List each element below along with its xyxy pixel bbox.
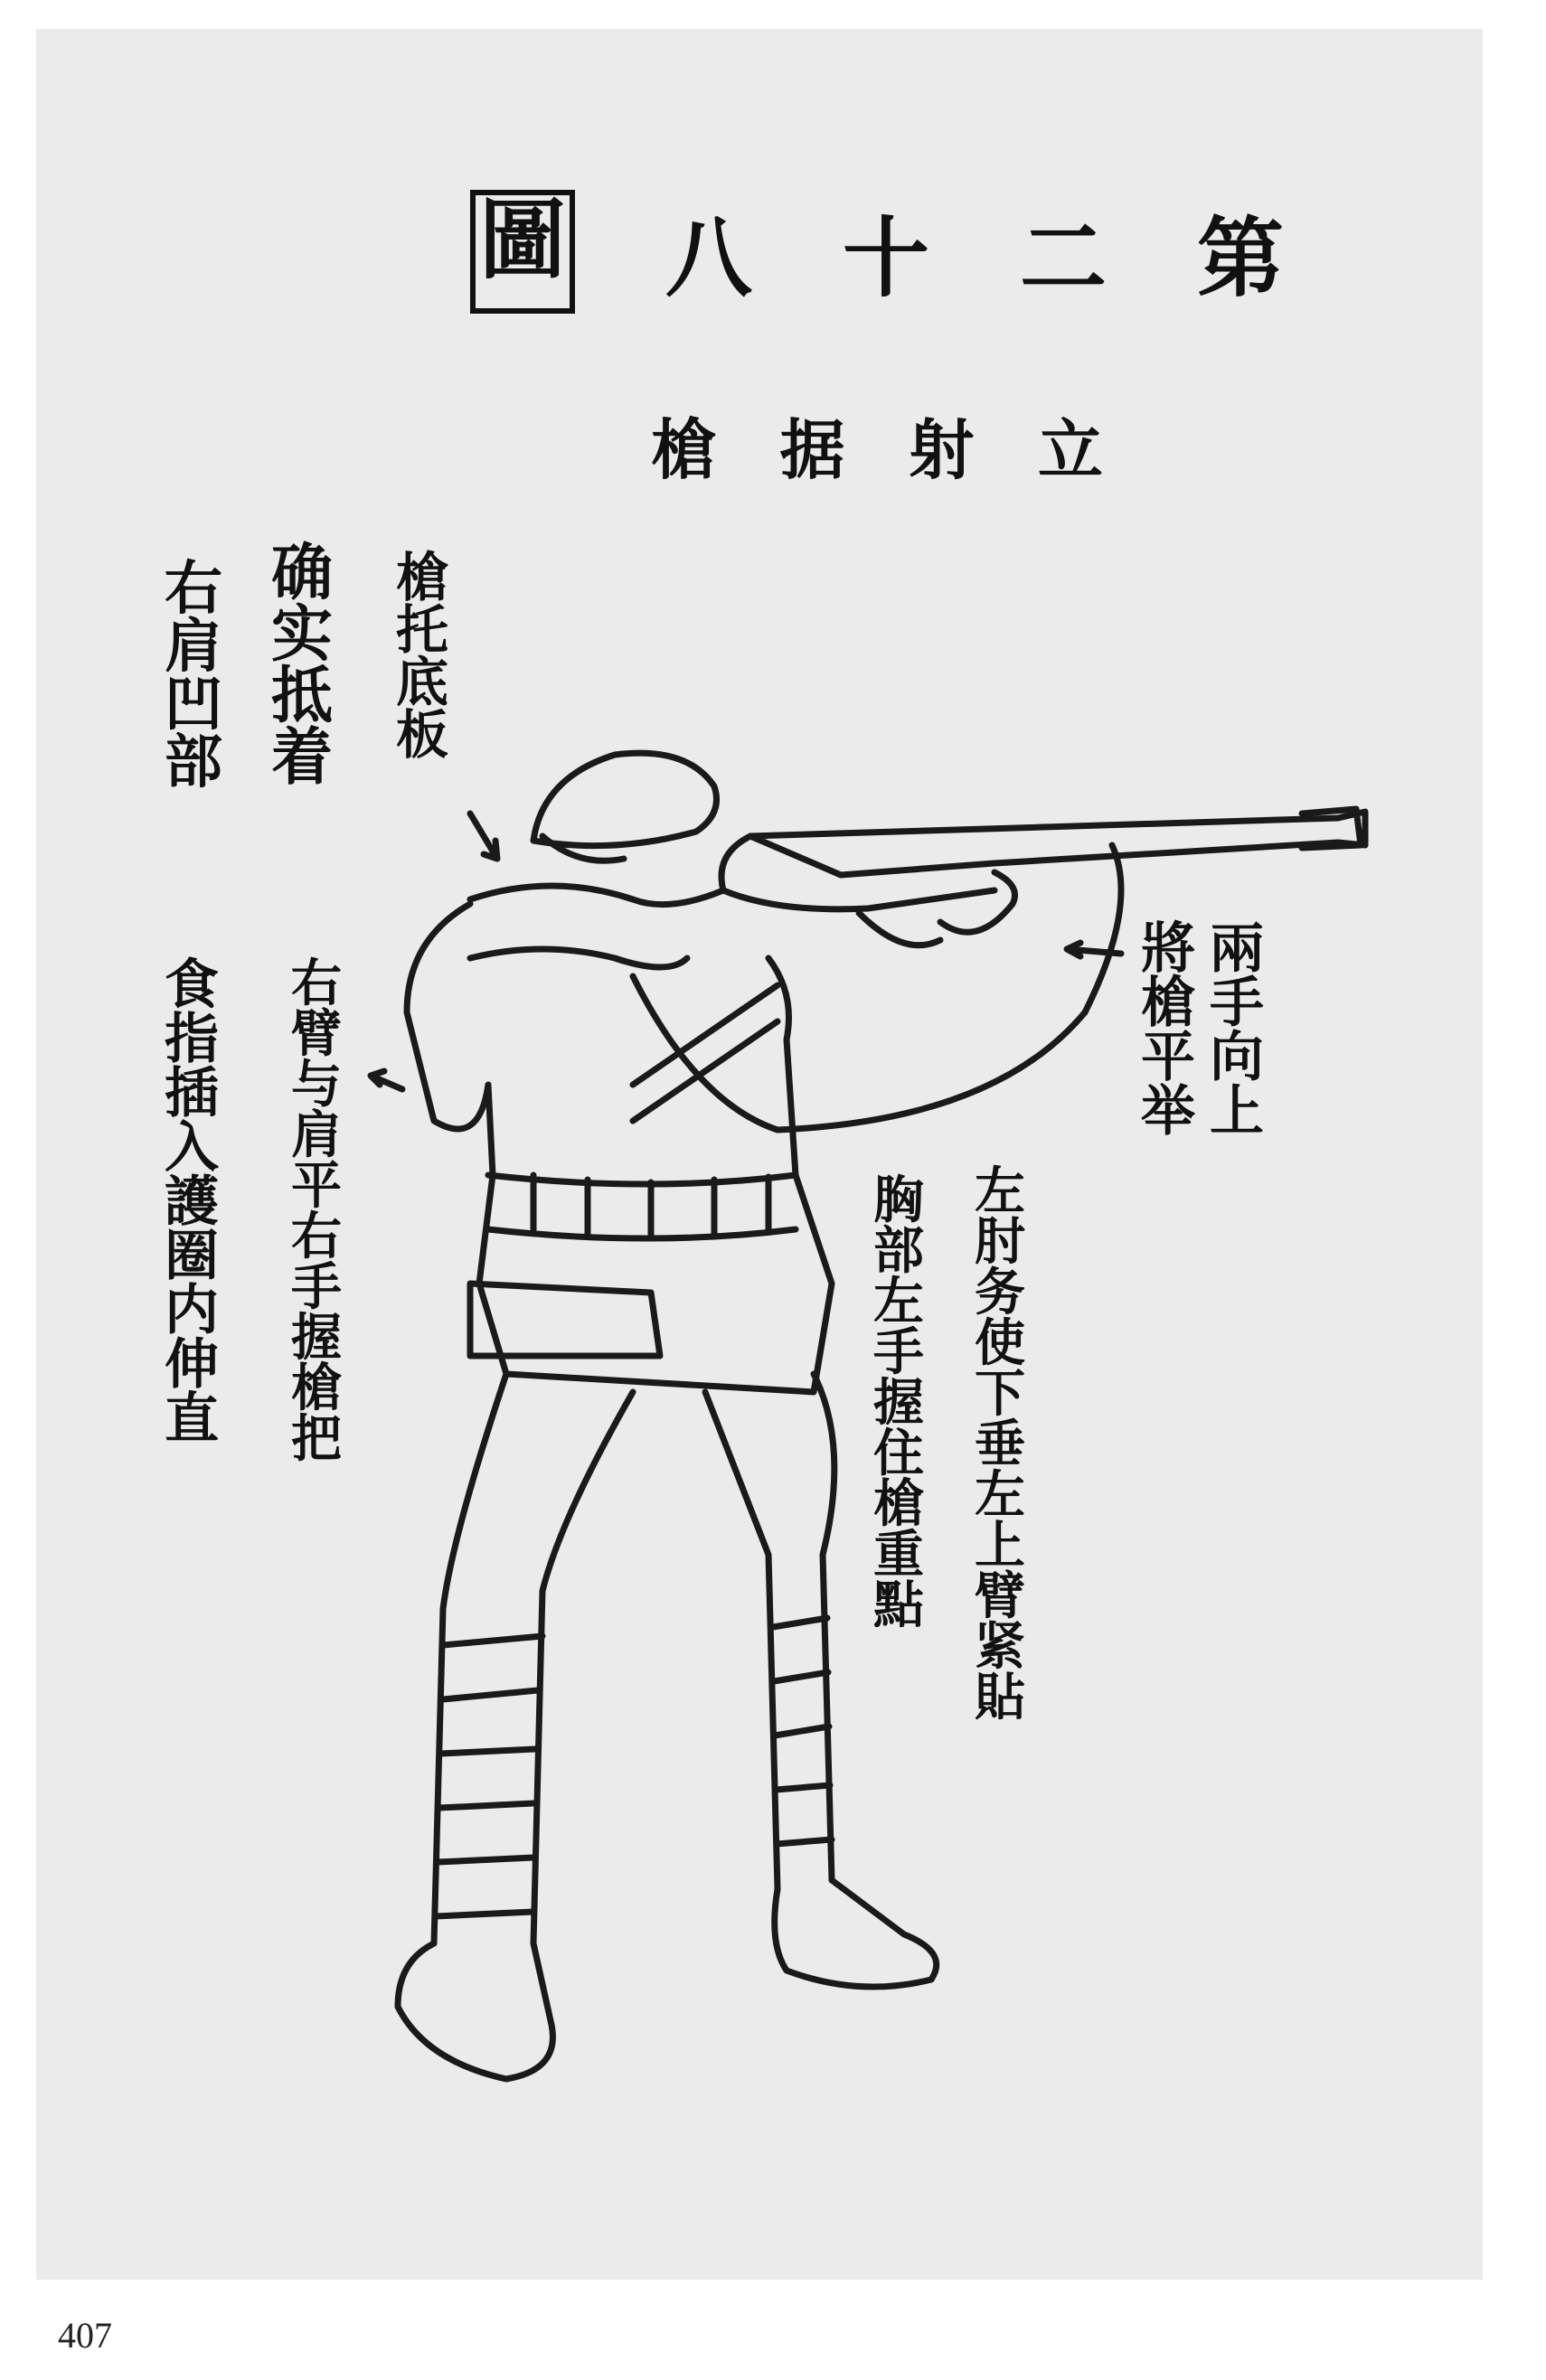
annotation-char: 下: [975, 1364, 1025, 1424]
title-char: 十: [843, 207, 929, 309]
annotation-char: 圈: [165, 1225, 219, 1288]
annotation-char: 槍: [1141, 972, 1195, 1035]
annotation-char: 護: [165, 1171, 219, 1234]
annotation-char: 胸: [873, 1171, 924, 1230]
right-arm: [470, 886, 723, 967]
annotation-right-shoulder: [165, 555, 222, 796]
annotation-char: 平: [1141, 1026, 1195, 1089]
annotation-char: 平: [291, 1156, 342, 1216]
subtitle-char: 据: [779, 411, 845, 488]
annotation-char: 指: [165, 1008, 219, 1071]
annotation-char: 右: [291, 1207, 342, 1266]
annotation-char: 槍: [291, 1359, 342, 1418]
annotation-char: 底: [396, 652, 449, 713]
annotation-char: 住: [873, 1424, 924, 1483]
page-number: 407: [58, 2315, 112, 2356]
annotation-char: 上: [975, 1516, 1025, 1576]
cap: [533, 753, 717, 845]
annotation-char: 直: [165, 1388, 219, 1451]
annotation-char: 垂: [975, 1415, 1025, 1474]
annotation-char: 肩: [165, 613, 222, 681]
annotation-char: 食: [165, 954, 219, 1017]
rifle-sling: [633, 845, 1121, 1130]
arrow-to-arm: [371, 1071, 402, 1089]
annotation-char: 举: [1141, 1080, 1195, 1143]
annotation-char: 臂: [291, 1004, 342, 1064]
annotation-char: 托: [396, 599, 449, 661]
right-boot: [398, 1943, 552, 2079]
annotation-char: 伸: [165, 1333, 219, 1397]
annotation-char: 槍: [873, 1474, 924, 1534]
annotation-char: 手: [1210, 972, 1264, 1035]
annotation-char: 部: [165, 729, 222, 796]
annotation-char: 左: [873, 1272, 924, 1331]
annotation-index-finger: [165, 954, 219, 1451]
right-puttees: [436, 1636, 542, 1916]
annotation-char: 凹: [165, 671, 222, 738]
annotation-char: 握: [873, 1373, 924, 1433]
annotation-char: 左: [975, 1162, 1025, 1221]
annotation-char: 上: [1210, 1080, 1264, 1143]
annotation-chest: [873, 1171, 924, 1635]
annotation-char: 部: [873, 1221, 924, 1281]
title-char: 圖: [470, 190, 575, 314]
annotation-char: 务: [975, 1263, 1025, 1322]
annotation-both-hands: [1210, 917, 1264, 1143]
annotation-char: 重: [873, 1525, 924, 1585]
left-leg: [705, 1374, 834, 1889]
annotation-firmly: [271, 537, 334, 794]
annotation-char: 抵: [271, 660, 334, 732]
annotation-left-elbow: [975, 1162, 1025, 1727]
annotation-char: 着: [271, 721, 334, 794]
left-boot: [775, 1880, 937, 1987]
subtitle-char: 立: [1037, 411, 1103, 488]
annotation-right-arm: [291, 954, 342, 1469]
cross-belt: [633, 985, 778, 1121]
annotation-char: 手: [291, 1257, 342, 1317]
annotation-char: 与: [291, 1055, 342, 1115]
annotation-char: 槍: [396, 547, 449, 608]
annotation-char: 向: [1210, 1026, 1264, 1089]
annotation-char: 左: [975, 1465, 1025, 1525]
annotation-char: 板: [396, 704, 449, 766]
annotation-char: 右: [165, 555, 222, 623]
annotation-char: 入: [165, 1116, 219, 1180]
annotation-raise-gun: [1141, 917, 1195, 1143]
subtitle-char: 射: [909, 411, 975, 488]
annotation-char: 实: [271, 598, 334, 671]
annotation-char: 插: [165, 1062, 219, 1125]
title-char: 二: [1020, 207, 1107, 309]
annotation-char: 兩: [1210, 917, 1264, 981]
annotation-char: 把: [291, 1409, 342, 1469]
annotation-char: 肩: [291, 1105, 342, 1165]
annotation-char: 手: [873, 1322, 924, 1382]
rifle-barrel: [750, 812, 1365, 875]
title-char: 第: [1197, 207, 1284, 309]
annotation-char: 内: [165, 1279, 219, 1342]
annotation-char: 右: [291, 954, 342, 1013]
annotation-char: 將: [1141, 917, 1195, 981]
annotation-char: 臂: [975, 1566, 1025, 1626]
annotation-char: 握: [291, 1308, 342, 1368]
annotation-char: 紧: [975, 1617, 1025, 1677]
annotation-char: 使: [975, 1313, 1025, 1373]
annotation-char: 确: [271, 537, 334, 609]
arrow-to-butt: [470, 814, 497, 859]
annotation-char: 肘: [975, 1212, 1025, 1272]
annotation-char: 點: [873, 1576, 924, 1635]
subtitle-char: 槍: [651, 411, 717, 488]
annotation-char: 貼: [975, 1668, 1025, 1727]
annotation-butt-plate: [396, 547, 449, 766]
title-char: 八: [665, 207, 752, 309]
